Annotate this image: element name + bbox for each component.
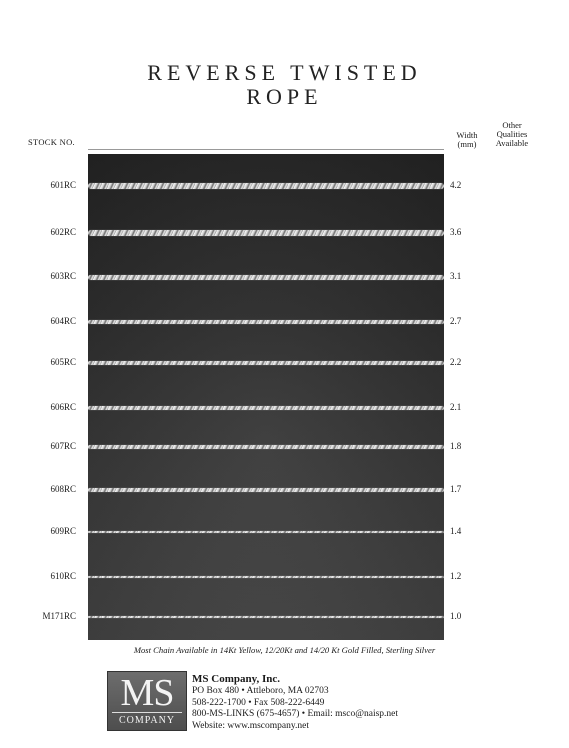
- stock-number: 605RC: [50, 357, 76, 367]
- company-logo: [107, 671, 187, 731]
- chain-604rc: [88, 320, 444, 325]
- width-header: [449, 131, 485, 149]
- stock-number: 609RC: [50, 526, 76, 536]
- chain-m171rc: [88, 616, 444, 618]
- chain-608rc: [88, 488, 444, 491]
- chain-width: 1.2: [450, 571, 462, 581]
- header-rule: [88, 149, 444, 150]
- stock-number: 610RC: [50, 571, 76, 581]
- chain-width: 2.1: [450, 402, 462, 412]
- chain-603rc: [88, 275, 444, 280]
- company-address: PO Box 480 • Attleboro, MA 02703: [192, 686, 329, 696]
- chain-width: 3.1: [450, 271, 462, 281]
- chain-width: 1.0: [450, 611, 462, 621]
- chain-605rc: [88, 361, 444, 365]
- company-website: Website: www.mscompany.net: [192, 720, 309, 731]
- chain-602rc: [88, 230, 444, 236]
- stock-no-header: STOCK NO.: [28, 137, 75, 147]
- company-name: MS Company, Inc.: [192, 673, 281, 685]
- other-header-line: Other: [502, 120, 522, 130]
- chain-width: 4.2: [450, 180, 462, 190]
- chain-601rc: [88, 183, 444, 189]
- chain-width: 2.7: [450, 316, 462, 326]
- logo-ms-text: MS: [120, 672, 174, 714]
- chain-606rc: [88, 406, 444, 410]
- other-header-line: Qualities: [496, 129, 528, 139]
- chain-607rc: [88, 445, 444, 448]
- other-header-line: Available: [495, 138, 529, 148]
- chain-width: 2.2: [450, 357, 462, 367]
- chain-width: 1.7: [450, 484, 462, 494]
- chain-width: 1.8: [450, 441, 462, 451]
- stock-number: 603RC: [50, 271, 76, 281]
- stock-number: M171RC: [42, 611, 76, 621]
- company-contact: [192, 673, 398, 732]
- logo-company-text: COMPANY: [112, 712, 182, 726]
- width-header-line: Width: [456, 130, 478, 140]
- chain-width: 3.6: [450, 227, 462, 237]
- company-phone: 508-222-1700 • Fax 508-222-6449: [192, 697, 325, 708]
- page-title-line-1: REVERSE TWISTED: [147, 60, 422, 85]
- stock-number: 601RC: [50, 180, 76, 190]
- stock-number: 606RC: [50, 402, 76, 412]
- width-header-unit: (mm): [457, 139, 477, 149]
- chain-610rc: [88, 576, 444, 578]
- page-title-line-2: ROPE: [246, 84, 323, 109]
- stock-number: 608RC: [50, 484, 76, 494]
- chain-609rc: [88, 531, 444, 534]
- chain-width: 1.4: [450, 526, 462, 536]
- stock-number: 602RC: [50, 227, 76, 237]
- stock-number: 604RC: [50, 316, 76, 326]
- other-qualities-header: [489, 121, 535, 148]
- availability-note: Most Chain Available in 14Kt Yellow, 12/20Kt and 14/20 Kt Gold Filled, Sterling Silver: [133, 645, 436, 655]
- company-tollfree: 800-MS-LINKS (675-4657) • Email: msco@naisp.net: [192, 709, 399, 719]
- stock-number: 607RC: [50, 441, 76, 451]
- chain-photo: [88, 154, 444, 640]
